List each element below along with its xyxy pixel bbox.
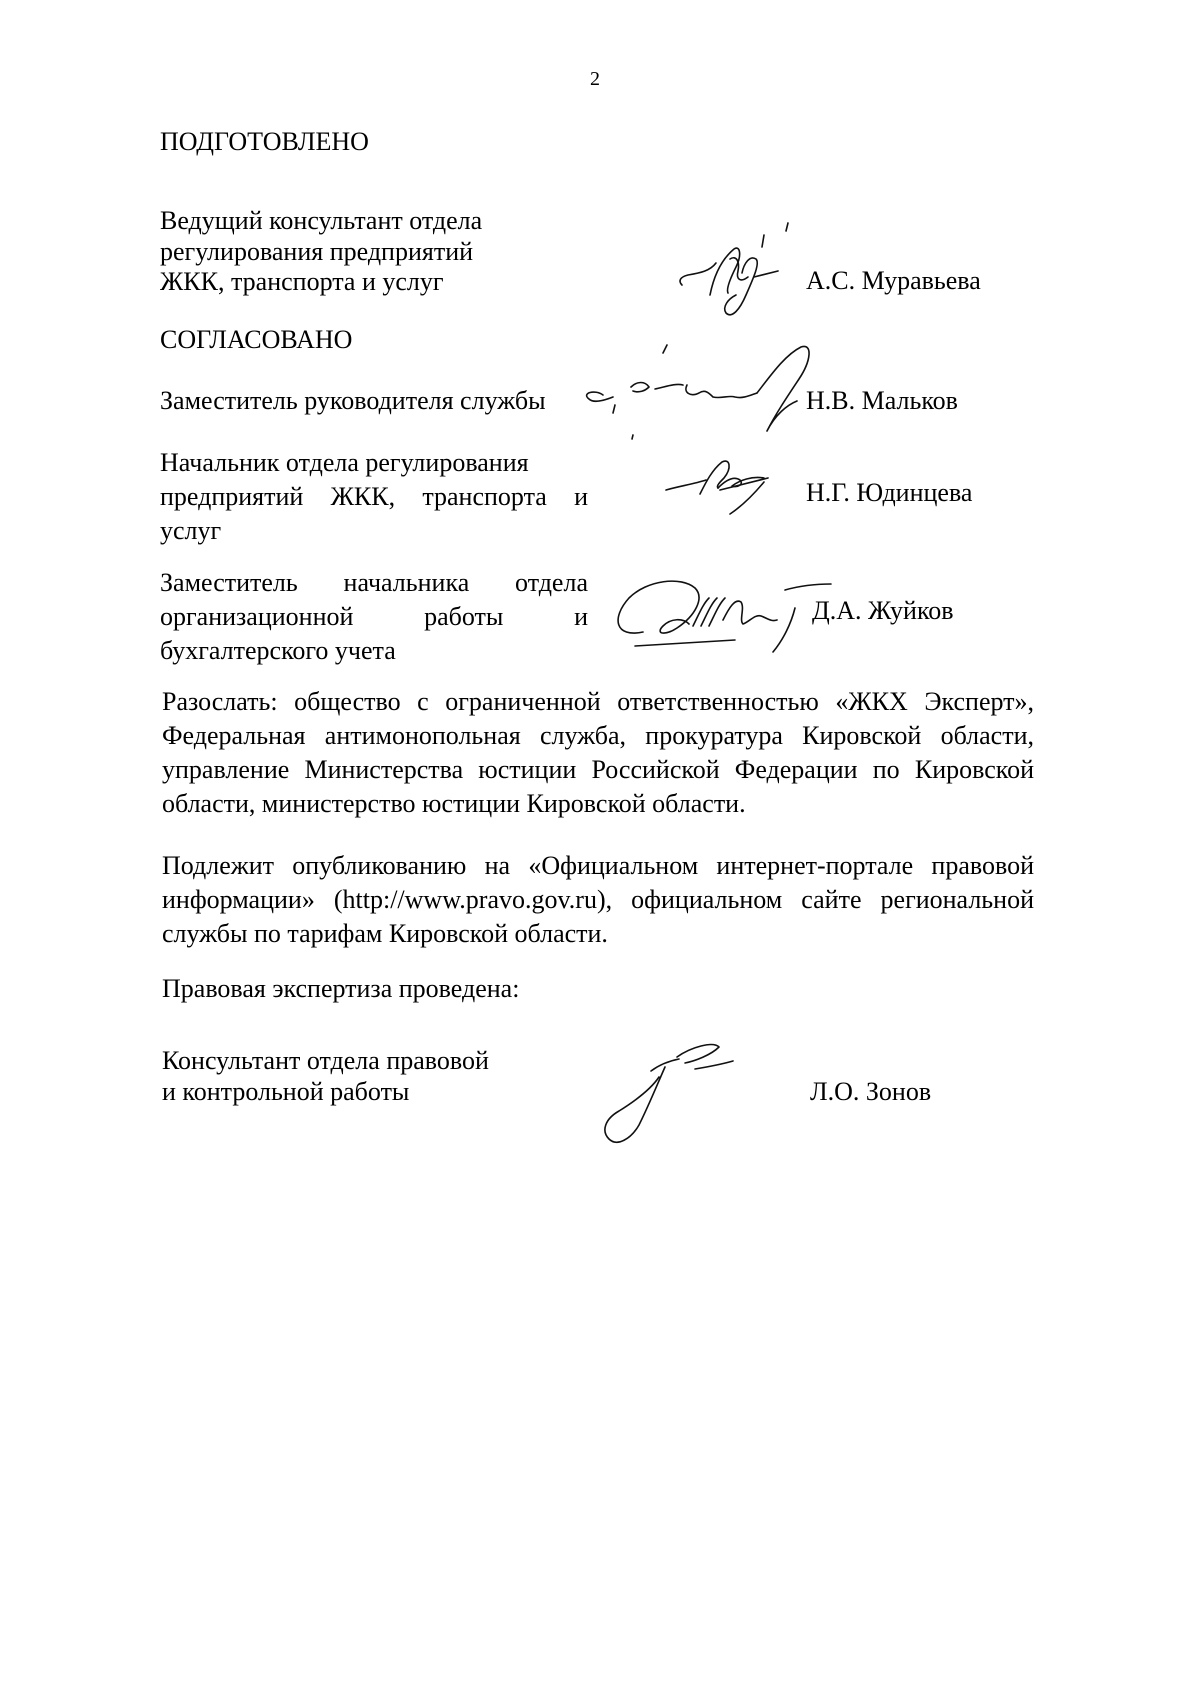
- prepared-heading: ПОДГОТОВЛЕНО: [160, 127, 369, 156]
- paragraph-line: управление Министерства юстиции Российской Федерации по Кировской: [162, 755, 1034, 784]
- signature-yudintseva: [660, 450, 780, 520]
- position-line: регулирования предприятий: [160, 237, 474, 266]
- signer-name: Д.А. Жуйков: [812, 596, 954, 625]
- agreed-heading: СОГЛАСОВАНО: [160, 325, 353, 354]
- position-line: Начальник отдела регулирования: [160, 448, 529, 477]
- paragraph-line: Разослать: общество с ограниченной ответственностью «ЖКХ Эксперт»,: [162, 687, 1034, 716]
- paragraph-line: информации» (http://www.pravo.gov.ru), официальном сайте региональной: [162, 885, 1034, 914]
- paragraph-line: Подлежит опубликованию на «Официальном интернет-портале правовой: [162, 851, 1034, 880]
- paragraph-line: Федеральная антимонопольная служба, прокуратура Кировской области,: [162, 721, 1034, 750]
- position-line: ЖКК, транспорта и услуг: [160, 267, 444, 296]
- position-line: бухгалтерского учета: [160, 636, 396, 665]
- position-line: и контрольной работы: [162, 1077, 410, 1106]
- paragraph-line: области, министерство юстиции Кировской области.: [162, 789, 746, 818]
- position-line: Ведущий консультант отдела: [160, 206, 483, 235]
- publication-paragraph: [162, 849, 1034, 951]
- position-line: услуг: [160, 516, 222, 545]
- signature-malkov: [575, 335, 825, 450]
- position-line: организационной работы и: [160, 602, 588, 631]
- signer-name: Н.В. Мальков: [806, 386, 958, 415]
- signer-name: Н.Г. Юдинцева: [806, 478, 973, 507]
- signature-zonov: [595, 1035, 745, 1155]
- signature-muraveva: [670, 215, 800, 335]
- position-line: Заместитель руководителя службы: [160, 386, 546, 415]
- signer-position: [160, 566, 588, 668]
- signature-zhuykov: [605, 568, 845, 663]
- signer-name: Л.О. Зонов: [810, 1077, 932, 1106]
- position-line: предприятий ЖКК, транспорта и: [160, 482, 588, 511]
- position-line: Консультант отдела правовой: [162, 1046, 489, 1075]
- page-number: 2: [590, 68, 600, 90]
- paragraph-line: службы по тарифам Кировской области.: [162, 919, 608, 948]
- signer-name: А.С. Муравьева: [806, 266, 981, 295]
- position-line: Заместитель начальника отдела: [160, 568, 588, 597]
- distribution-paragraph: [162, 685, 1034, 821]
- legal-review-statement: Правовая экспертиза проведена:: [162, 974, 520, 1003]
- signer-position: [160, 446, 588, 548]
